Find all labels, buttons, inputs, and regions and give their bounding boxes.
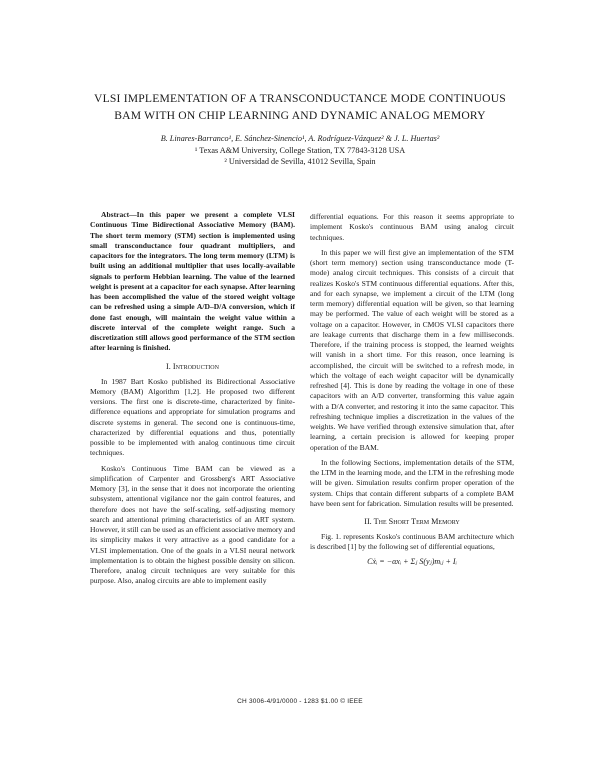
left-column [90,210,295,587]
right-paragraph-3: In the following Sections, implementation details of the STM, the LTM in the learning mode, and the LTM in the refreshing mode will be given. Simulation results confirm proper operation of the system. Chips that contain different subparts of a complete BAM have been sent for fabrication. Simulation results will be presented. [310,457,514,508]
abstract-text: Abstract—In this paper we present a complete VLSI Continuous Time Bidirectional Associative Memory (BAM). The short term memory (STM) section is implemented using small transconductance four quadrant multipliers, and capacitors for the integrators. The long term memory (LTM) is built using an additional multiplier that uses locally-available signals to perform Hebbian learning. The value of the learned weight is present at a capacitor for each synapse. After learning has been accomplished the value of the stored weight voltage can be refreshed using a simple A/D–D/A conversion, which if done fast enough, will maintain the weight value within a discrete interval of the complete weight range. Such a discretization still allows good performance of the STM section after learning is finished. [90,210,295,353]
right-column [310,212,514,571]
section-heading-introduction: I. Introduction [166,361,219,371]
affiliation-1: ¹ Texas A&M University, College Station, TX 77843-3128 USA [194,145,406,155]
stm-equation: Cẋᵢ = −αxᵢ + Σⱼ S(yⱼ)mᵢⱼ + Iᵢ [367,556,457,566]
paper-title [60,90,540,124]
affiliation-2: ² Universidad de Sevilla, 41012 Sevilla, Spain [224,157,376,166]
right-paragraph-4: Fig. 1. represents Kosko's continuous BAM architecture which is described [1] by the following set of differential equations, [310,532,514,552]
intro-paragraph-1: In 1987 Bart Kosko published its Bidirectional Associative Memory (BAM) Algorithm [1,2]. He proposed two different versions. The first one is discrete-time, characterized by finite-difference equations and appropriate for simulation programs and discrete systems in general. The second one is continuous-time, characterized by differential equations and thus, potentially possible to be implemented with analog continuous time circuit techniques. [90,376,295,458]
intro-paragraph-2: Kosko's Continuous Time BAM can be viewed as a simplification of Carpenter and Grossberg's ART Associative Memory [3], in the sense that it does not incorporate the orienting subsystem, attentional vigilance nor the gain control features, and therefore does not have the self-scaling, self-adjusting memory search and attentional priming characteristics of an ART system. However, it still can be used as an efficient associative memory and its simplicity makes it very attractive as a good candidate for a VLSI implementation. One of the goals in a VLSI neural network implementation is to obtain the highest possible density on silicon. Therefore, analog circuit techniques are very suitable for this purpose. Also, analog circuits are able to implement easily [90,463,295,586]
right-paragraph-2: In this paper we will first give an implementation of the STM (short term memory) section using transconductance mode (T-mode) analog circuit techniques. This consists of a circuit that realizes Kosko's STM continuous differential equations. After this, and for each synapse, we implement a circuit of the LTM (long term memory) differential equation will be given, so that learning may be performed. The value of each weight will be stored as a voltage on a capacitor. However, in CMOS VLSI capacitors there are leakage currents that discharge them in a few milliseconds. Therefore, if the training process is stopped, the learned weights will vanish in a short time. For this reason, once learning is accomplished, the circuit will be switched to a refresh mode, in which the voltage of each weight capacitor will be dynamically refreshed [4]. This is done by reading the voltage in one of these capacitors with an A/D converter, transforming this value again with a D/A converter, and restoring it into the same capacitor. This refreshing technique implies a discretization in the values of the weights. We have verified through extensive simulation that, after learning, a certain precision is allowed for keeping proper operation of the BAM. [310,247,514,452]
section-heading-short-term-memory: II. The Short Term Memory [364,517,460,526]
author-block [60,133,540,168]
title-line-2: BAM WITH ON CHIP LEARNING AND DYNAMIC ANALOG MEMORY [114,109,486,122]
author-names: B. Linares-Barranco¹, E. Sánchez-Sinencio¹, A. Rodríguez-Vázquez² & J. L. Huertas² [160,134,440,143]
page-footer-copyright: CH 3006-4/91/0000 - 1283 $1.00 © IEEE [237,698,363,705]
right-paragraph-1: differential equations. For this reason it seems appropriate to implement Kosko's continuous BAM using analog circuit techniques. [310,212,514,242]
title-line-1: VLSI IMPLEMENTATION OF A TRANSCONDUCTANCE MODE CONTINUOUS [94,92,506,105]
